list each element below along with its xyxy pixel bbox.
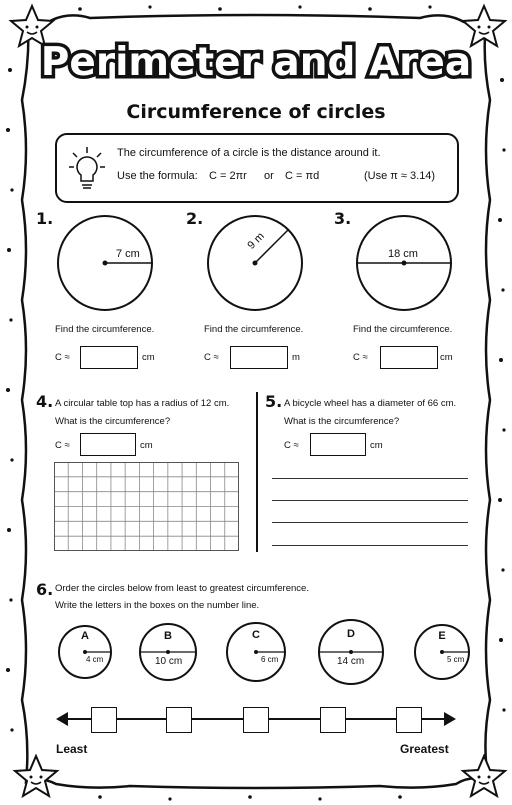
- greatest-label: Greatest: [400, 742, 449, 756]
- problem-3-prompt: Find the circumference.: [353, 324, 453, 335]
- problem-5-answer-box[interactable]: [310, 433, 366, 456]
- formula-info-box: [55, 133, 459, 203]
- problem-4-answer-box[interactable]: [80, 433, 136, 456]
- problem-5-number: 5.: [265, 392, 283, 411]
- problem-4-c-label: C ≈: [55, 440, 70, 451]
- circle-b-measure: 10 cm: [155, 656, 183, 667]
- circle-d-measure: 14 cm: [337, 656, 365, 667]
- problem-2-c-label: C ≈: [204, 352, 219, 363]
- circle-e-measure: 5 cm: [447, 655, 465, 664]
- ordering-circles: [0, 615, 512, 690]
- problem-5-line2: What is the circumference?: [284, 416, 400, 427]
- problem-1-unit: cm: [142, 352, 155, 363]
- problem-6-number: 6.: [36, 580, 54, 599]
- lightbulb-icon: [69, 145, 105, 191]
- section-divider: [256, 392, 258, 552]
- problem-4-line2: What is the circumference?: [55, 416, 171, 427]
- problem-3-number: 3.: [334, 209, 352, 228]
- page-title: Perimeter and Area: [40, 40, 472, 85]
- circle-c-letter: C: [252, 629, 260, 641]
- problem-2-number: 2.: [186, 209, 204, 228]
- number-line-box-3[interactable]: [243, 707, 269, 733]
- problem-circles: [0, 210, 512, 320]
- problem-1-prompt: Find the circumference.: [55, 324, 155, 335]
- work-grid[interactable]: [54, 462, 240, 552]
- number-line-box-5[interactable]: [396, 707, 422, 733]
- circle-3-measure: 18 cm: [388, 248, 418, 260]
- circle-a-letter: A: [81, 630, 89, 642]
- formula-diameter: C = πd: [285, 170, 320, 182]
- problem-1-number: 1.: [36, 209, 54, 228]
- formula-radius: C = 2πr: [209, 170, 247, 182]
- circle-d-letter: D: [347, 628, 355, 640]
- problem-5-c-label: C ≈: [284, 440, 299, 451]
- circle-a-measure: 4 cm: [86, 655, 104, 664]
- formula-or: or: [264, 170, 274, 182]
- info-definition: The circumference of a circle is the distance around it.: [117, 147, 381, 159]
- problem-3-c-label: C ≈: [353, 352, 368, 363]
- circle-c-measure: 6 cm: [261, 655, 279, 664]
- circle-1-measure: 7 cm: [116, 248, 140, 260]
- problem-1-answer-box[interactable]: [80, 346, 138, 369]
- problem-3-answer-box[interactable]: [380, 346, 438, 369]
- circle-b-letter: B: [164, 630, 172, 642]
- page-subtitle: Circumference of circles: [126, 101, 386, 123]
- least-label: Least: [56, 742, 88, 756]
- circle-2-measure: 9 m: [245, 230, 267, 252]
- problem-2-unit: m: [292, 352, 300, 363]
- pi-approximation: (Use π ≈ 3.14): [364, 170, 436, 182]
- problem-1-c-label: C ≈: [55, 352, 70, 363]
- problem-6-line1: Order the circles below from least to greatest circumference.: [55, 583, 309, 594]
- number-line-box-4[interactable]: [320, 707, 346, 733]
- number-line-box-2[interactable]: [166, 707, 192, 733]
- info-use-formula: Use the formula:: [117, 170, 198, 182]
- problem-4-unit: cm: [140, 440, 153, 451]
- problem-4-number: 4.: [36, 392, 54, 411]
- problem-5-unit: cm: [370, 440, 383, 451]
- problem-3-unit: cm: [440, 352, 453, 363]
- problem-4-line1: A circular table top has a radius of 12 cm.: [55, 398, 230, 409]
- problem-5-line1: A bicycle wheel has a diameter of 66 cm.: [284, 398, 457, 409]
- problem-2-answer-box[interactable]: [230, 346, 288, 369]
- number-line-box-1[interactable]: [91, 707, 117, 733]
- problem-2-prompt: Find the circumference.: [204, 324, 304, 335]
- problem-6-line2: Write the letters in the boxes on the number line.: [55, 600, 260, 611]
- circle-e-letter: E: [438, 630, 446, 642]
